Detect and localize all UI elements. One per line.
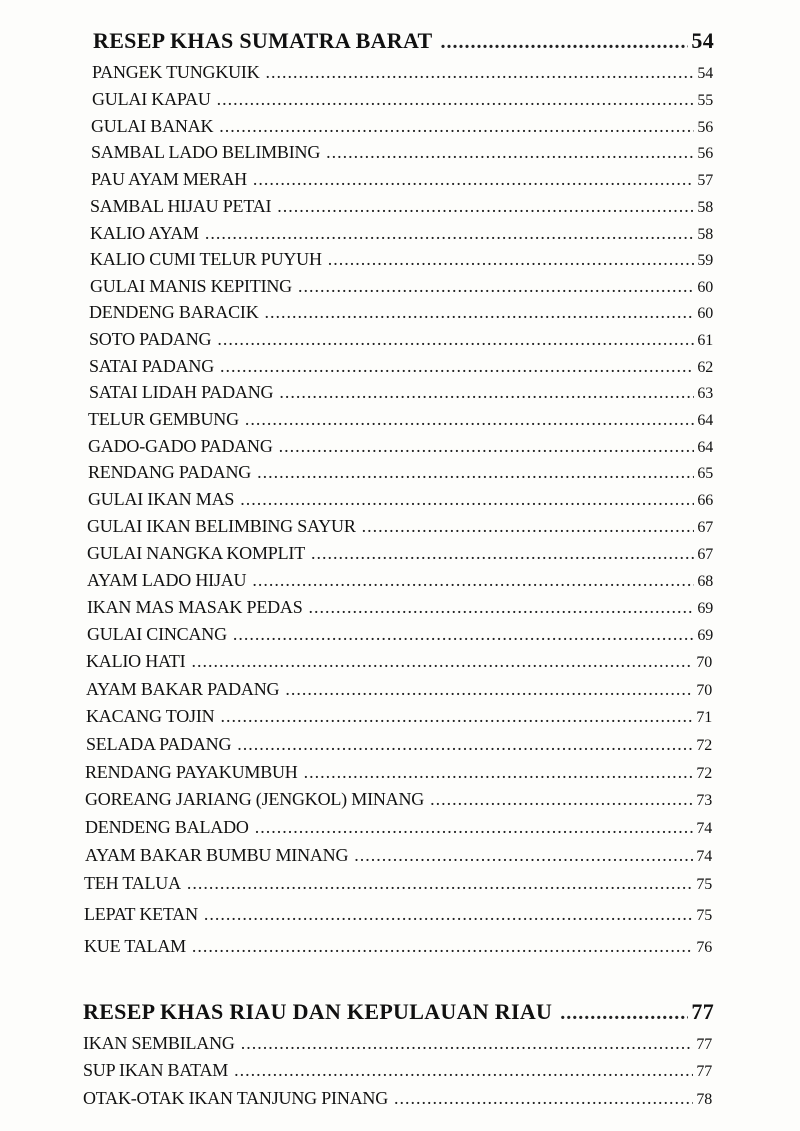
toc-item-rendang-payakumbuh[interactable] [85,762,712,783]
dot-leader [192,936,693,957]
toc-item-page: 59 [697,252,713,269]
toc-item-page: 77 [696,1036,712,1053]
toc-item-title: GADO-GADO PADANG [88,436,273,456]
dot-leader [220,706,693,727]
dot-leader [234,1060,693,1081]
toc-item-page: 66 [697,492,713,509]
toc-item-page: 63 [697,385,713,402]
toc-item-kalio-cumi-telur-puyuh[interactable] [90,249,713,270]
toc-item-title: KALIO CUMI TELUR PUYUH [90,249,322,269]
toc-item-page: 65 [697,465,713,482]
dot-leader [326,142,694,163]
toc-item-title: SAMBAL LADO BELIMBING [91,142,321,162]
toc-item-title: RENDANG PADANG [88,462,252,482]
dot-leader [240,489,694,510]
toc-item-title: GOREANG JARIANG (JENGKOL) MINANG [85,789,425,809]
toc-item-title: DENDENG BARACIK [89,302,259,322]
toc-item-selada-padang[interactable] [86,734,712,755]
toc-item-page: 75 [696,907,712,924]
toc-item-satai-padang[interactable] [89,356,713,377]
dot-leader [241,1033,694,1054]
toc-item-page: 54 [697,65,713,82]
toc-item-page: 57 [697,172,713,189]
dot-leader [285,679,693,700]
toc-item-pangek-tungkuik[interactable] [92,62,713,83]
toc-item-page: 60 [697,279,713,296]
toc-item-title: TELUR GEMBUNG [88,409,239,429]
dot-leader [257,462,694,483]
toc-item-title: PANGEK TUNGKUIK [92,62,260,82]
toc-item-kalio-hati[interactable] [86,651,712,672]
dot-leader [309,597,695,618]
toc-item-ikan-mas-masak-pedas[interactable] [87,597,713,618]
toc-item-gado-gado-padang[interactable] [88,436,713,457]
toc-item-goreang-jariang-jengkol-minang[interactable] [85,789,712,810]
toc-item-telur-gembung[interactable] [88,409,713,430]
toc-item-gulai-cincang[interactable] [87,624,713,645]
toc-item-title: SOTO PADANG [89,329,212,349]
toc-item-title: OTAK-OTAK IKAN TANJUNG PINANG [83,1088,389,1108]
dot-leader [441,31,689,54]
toc-item-page: 76 [696,939,712,956]
toc-item-ikan-sembilang[interactable] [83,1033,712,1054]
toc-item-title: SATAI LIDAH PADANG [89,382,274,402]
toc-item-kacang-tojin[interactable] [86,706,712,727]
toc-item-page: 69 [697,600,713,617]
toc-item-page: 74 [696,848,712,865]
toc-item-title: GULAI IKAN MAS [88,489,235,509]
dot-leader [311,543,694,564]
dot-leader [219,116,694,137]
toc-item-title: IKAN SEMBILANG [83,1033,235,1053]
toc-item-page: 77 [696,1063,712,1080]
toc-item-page: 72 [696,765,712,782]
dot-leader [328,249,695,270]
dot-leader [220,356,694,377]
section-heading-page: 54 [691,28,714,53]
toc-item-page: 69 [697,627,713,644]
toc-item-page: 58 [697,226,713,243]
toc-item-title: KUE TALAM [84,936,186,956]
dot-leader [354,845,693,866]
dot-leader [191,651,693,672]
toc-item-title: GULAI NANGKA KOMPLIT [87,543,305,563]
toc-item-page: 70 [696,654,712,671]
section-heading[interactable] [83,999,714,1025]
toc-item-page: 70 [696,682,712,699]
toc-item-title: RENDANG PAYAKUMBUH [85,762,298,782]
toc-item-otak-otak-ikan-tanjung-pinang[interactable] [83,1088,712,1109]
toc-item-page: 64 [697,412,713,429]
toc-item-title: GULAI CINCANG [87,624,227,644]
toc-item-page: 75 [696,876,712,893]
dot-leader [233,624,695,645]
toc-item-title: TEH TALUA [84,873,181,893]
dot-leader [204,904,694,925]
toc-item-title: GULAI MANIS KEPITING [90,276,292,296]
dot-leader [217,329,694,350]
toc-item-page: 67 [697,519,713,536]
toc-item-dendeng-baracik[interactable] [89,302,713,323]
toc-item-gulai-ikan-mas[interactable] [88,489,713,510]
toc-item-page: 78 [696,1091,712,1108]
toc-item-page: 62 [697,359,713,376]
toc-item-page: 72 [696,737,712,754]
toc-item-dendeng-balado[interactable] [85,817,712,838]
section-heading-title: RESEP KHAS RIAU DAN KEPULAUAN RIAU [83,999,553,1024]
toc-item-sup-ikan-batam[interactable] [83,1060,712,1081]
toc-item-title: SAMBAL HIJAU PETAI [90,196,272,216]
toc-item-page: 61 [697,332,713,349]
toc-item-page: 71 [696,709,712,726]
toc-item-title: SUP IKAN BATAM [83,1060,229,1080]
toc-item-page: 60 [697,305,713,322]
toc-item-ayam-bakar-bumbu-minang[interactable] [85,845,712,866]
dot-leader [560,1002,688,1025]
toc-item-page: 56 [697,119,713,136]
toc-item-title: KACANG TOJIN [86,706,215,726]
toc-item-page: 74 [696,820,712,837]
dot-leader [304,762,694,783]
dot-leader [430,789,693,810]
dot-leader [298,276,694,297]
dot-leader [217,89,695,110]
toc-item-pau-ayam-merah[interactable] [91,169,713,190]
toc-item-ayam-bakar-padang[interactable] [86,679,712,700]
toc-item-page: 64 [697,439,713,456]
dot-leader [255,817,694,838]
dot-leader [279,436,695,457]
toc-item-page: 68 [697,573,713,590]
toc-item-teh-talua[interactable] [84,873,712,894]
toc-item-title: DENDENG BALADO [85,817,249,837]
toc-item-page: 67 [697,546,713,563]
dot-leader [279,382,694,403]
toc-item-title: SATAI PADANG [89,356,215,376]
toc-item-title: IKAN MAS MASAK PEDAS [87,597,303,617]
toc-item-sambal-lado-belimbing[interactable] [91,142,713,163]
toc-item-title: AYAM BAKAR PADANG [86,679,280,699]
toc-item-page: 58 [697,199,713,216]
toc-item-title: LEPAT KETAN [84,904,198,924]
section-heading-page: 77 [691,999,714,1024]
toc-item-gulai-kapau[interactable] [92,89,713,110]
toc-item-kue-talam[interactable] [84,936,712,957]
dot-leader [253,169,694,190]
toc-item-title: GULAI IKAN BELIMBING SAYUR [87,516,356,536]
dot-leader [362,516,695,537]
toc-item-title: GULAI BANAK [91,116,214,136]
toc-item-lepat-ketan[interactable] [84,904,712,925]
toc-item-gulai-banak[interactable] [91,116,713,137]
toc-item-title: PAU AYAM MERAH [91,169,247,189]
dot-leader [245,409,694,430]
dot-leader [187,873,693,894]
toc-item-satai-lidah-padang[interactable] [89,382,713,403]
toc-item-gulai-ikan-belimbing-sayur[interactable] [87,516,713,537]
toc-item-title: SELADA PADANG [86,734,232,754]
dot-leader [252,570,694,591]
toc-item-sambal-hijau-petai[interactable] [90,196,713,217]
toc-item-rendang-padang[interactable] [88,462,713,483]
toc-item-page: 73 [696,792,712,809]
toc-item-title: KALIO HATI [86,651,186,671]
toc-item-title: GULAI KAPAU [92,89,211,109]
toc-item-soto-padang[interactable] [89,329,713,350]
toc-item-title: AYAM LADO HIJAU [87,570,247,590]
toc-item-ayam-lado-hijau[interactable] [87,570,713,591]
toc-item-gulai-nangka-komplit[interactable] [87,543,713,564]
toc-item-title: KALIO AYAM [90,223,199,243]
dot-leader [265,302,695,323]
section-heading[interactable] [93,28,714,54]
toc-item-page: 56 [697,145,713,162]
toc-item-page: 55 [697,92,713,109]
dot-leader [205,223,695,244]
section-heading-title: RESEP KHAS SUMATRA BARAT [93,28,433,53]
dot-leader [394,1088,693,1109]
toc-item-title: AYAM BAKAR BUMBU MINANG [85,845,349,865]
toc-item-kalio-ayam[interactable] [90,223,713,244]
dot-leader [277,196,694,217]
dot-leader [237,734,693,755]
dot-leader [266,62,695,83]
toc-item-gulai-manis-kepiting[interactable] [90,276,713,297]
